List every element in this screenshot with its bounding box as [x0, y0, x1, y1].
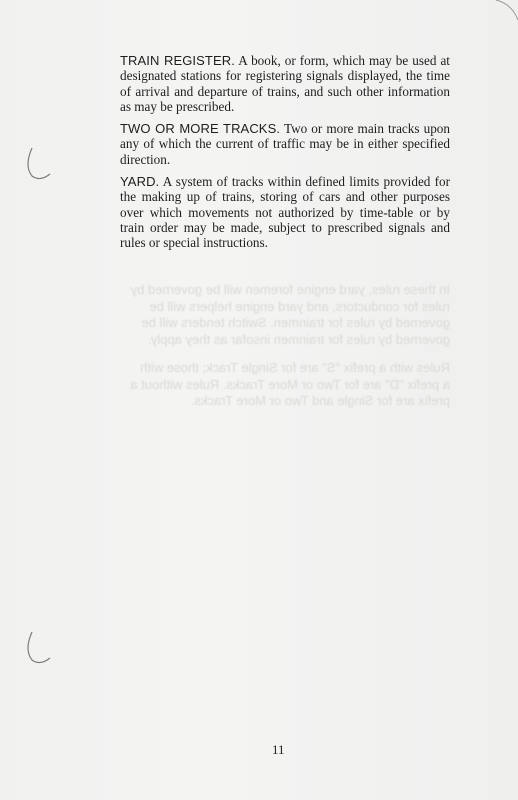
definition-two-or-more-tracks: [120, 121, 450, 167]
bleed-through-paragraph: In these rules, yard engine foremen will be governed by rules for conductors, and yard engine helpers will be governed by rules for trainmen. Switch tenders will be governed by rules for trainmen insofar as they apply.: [130, 282, 450, 347]
term-definition: A book, or form, which may be used at designated stations for registering signals displayed, the time of arrival and departure of trains, and such other information as may be prescribed.: [120, 53, 450, 114]
definition-yard: [120, 174, 450, 250]
term-heading: YARD.: [120, 174, 160, 190]
term-heading: TRAIN REGISTER.: [120, 53, 235, 68]
bleed-through-paragraph: Rules with a prefix "S" are for Single Track; those with a prefix "D" are for Two or More Tracks. Rules without a prefix are for Single and Two or More Tracks.: [130, 360, 450, 408]
page-corner-curl: [488, 0, 518, 30]
definition-train-register: [120, 53, 450, 114]
definitions-body: [120, 53, 450, 258]
term-definition: Two or more main tracks upon any of which the current of traffic may be in either specified direction.: [120, 121, 450, 167]
binder-hole-top: [18, 142, 58, 182]
term-heading: TWO OR MORE TRACKS.: [120, 121, 281, 137]
bleed-through-text: [130, 282, 450, 422]
term-definition: A system of tracks within defined limits provided for the making up of trains, storing of cars and other purposes over which movements not authorized by time-table or by train order may be made, subject to prescribed signals and rules or special instructions.: [120, 174, 450, 251]
page-number: 11: [272, 742, 285, 757]
binder-hole-bottom: [18, 626, 58, 666]
